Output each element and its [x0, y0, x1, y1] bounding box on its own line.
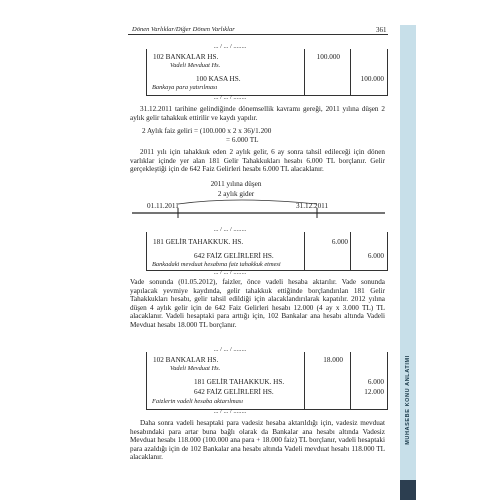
- entry3-separator-bottom: ... / ... / ........: [213, 408, 247, 415]
- timeline-label-1: 2011 yılına düşen: [210, 180, 262, 188]
- entry3-credit2-account: 642 FAİZ GELİRLERİ HS.: [194, 388, 274, 396]
- running-header-title: Dönen Varlıklar/Diğer Dönen Varlıklar: [132, 26, 235, 33]
- entry2-debit-account: 181 GELİR TAHAKKUK. HS.: [153, 238, 244, 246]
- entry1-debit-account: 102 BANKALAR HS.: [153, 53, 219, 61]
- page-number: 361: [376, 26, 387, 34]
- entry1-description: Bankaya para yatırılması: [152, 84, 218, 91]
- entry2-credit-amount: 6.000: [367, 252, 384, 260]
- entry2-separator-top: ... / ... / ........: [213, 226, 247, 233]
- entry1-credit-account: 100 KASA HS.: [196, 75, 241, 83]
- side-tab-marker: [400, 480, 416, 500]
- entry2-credit-account: 642 FAİZ GELİRLERİ HS.: [194, 252, 274, 260]
- entry3-separator-top: ... / ... / ........: [213, 346, 247, 353]
- entry2-description: Bankadaki mevduat hesabına faiz tahakkuk etmesi: [152, 261, 281, 268]
- entry1-debit-subaccount: Vadeli Mevduat Hs.: [170, 62, 221, 69]
- entry2-debit-amount: 6.000: [331, 238, 348, 246]
- entry3-credit2-amount: 12.000: [364, 388, 384, 396]
- entry1-separator-top: ... / ... / ........: [213, 43, 247, 50]
- side-tab-label: MUHASEBE KONU ANLATIMI: [405, 355, 411, 445]
- entry3-debit-account: 102 BANKALAR HS.: [153, 356, 219, 364]
- entry1-credit-amount: 100.000: [360, 75, 384, 83]
- formula-line-1: 2 Aylık faiz geliri = (100.000 x 2 x 36)/1.200: [142, 127, 272, 135]
- paragraph-3: Vade sonunda (01.05.2012), faizler, önce vadeli hesaba aktarılır. Vade sonunda yapılacak yevmiye kaydında, gelir tahakkuk ettiğinde borçlandırılan 181 Gelir Tahakkukları hesabı, gelir tahsil edildiği için alacaklandırılarak kapatılır. 2012 yılına düşen 4 aylık gelir için de 642 Faiz Gelirleri hesabı 12.000 (4 ay x 3.000 TL) TL alacaklanır. Vadeli hesaptaki para arttığı için, 102 Bankalar ana hesabı altında Vadeli Mevduat hesabı 18.000 TL borçlanır.: [130, 278, 385, 329]
- entry2-credit-column-rule: [350, 232, 351, 270]
- entry3-debit-amount: 18.000: [323, 356, 343, 364]
- timeline-end-date: 31.12.2011: [296, 202, 329, 210]
- timeline-label-2: 2 aylık gider: [217, 190, 255, 198]
- timeline-graphic: [0, 0, 400, 230]
- entry2-separator-bottom: ... / ... / ........: [213, 269, 247, 276]
- entry1-debit-amount: 100.000: [316, 53, 340, 61]
- entry1-separator-bottom: ... / ... / ........: [213, 94, 247, 101]
- paragraph-2: 2011 yılı için tahakkuk eden 2 aylık gelir, 6 ay sonra tahsil edileceği için dönen varlıklar içinde yer alan 181 Gelir Tahakkukları hesabı 6.000 TL borçlanır. Gelir gerçekleştiği için de 642 Faiz Gelirleri hesabı 6.000 TL alacaklanır.: [130, 148, 385, 174]
- paragraph-1: 31.12.2011 tarihine gelindiğinde dönemsellik kavramı gereği, 2011 yılına düşen 2 aylık gelir tahakkuk ettirilir ve kaydı yapılır.: [130, 105, 385, 122]
- formula-line-2: = 6.000 TL: [226, 136, 259, 144]
- entry3-credit1-account: 181 GELİR TAHAKKUK. HS.: [194, 378, 285, 386]
- entry3-debit-subaccount: Vadeli Mevduat Hs.: [170, 365, 221, 372]
- paragraph-4: Daha sonra vadeli hesaptaki para vadesiz hesaba aktarıldığı için, vadesiz mevduat hesabındaki para artar buna bağlı olarak da Bankalar ana hesabı altında Vadesiz Mevduat hesabı 118.000 (100.000 ana para + 18.000 faiz) TL borçlanır, vadeli hesaptaki para azaldığı için de 102 Bankalar ana hesabı altında Vadeli mevduat hesabı 118.000 TL alacaklanır.: [130, 419, 385, 462]
- entry3-credit1-amount: 6.000: [367, 378, 384, 386]
- entry3-description: Faizlerin vadeli hesaba aktarılması: [152, 398, 244, 405]
- timeline-start-date: 01.11.2011: [147, 202, 179, 210]
